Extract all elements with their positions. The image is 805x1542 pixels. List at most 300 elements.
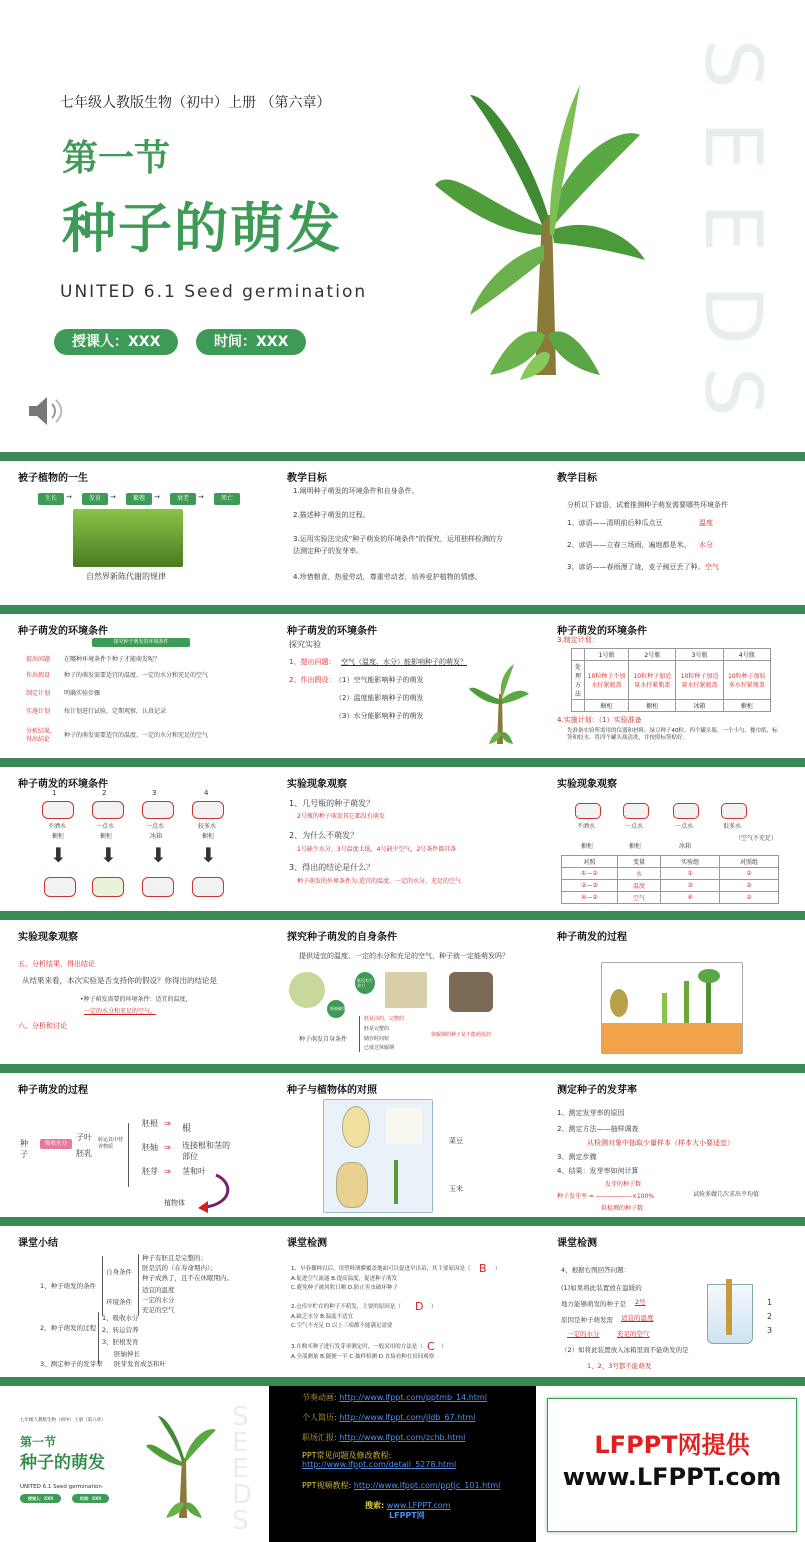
search-name: LFPPT网 [389,1511,425,1520]
intro-text: 提供适宜的温度、一定的水分和充足的空气，种子就一定能萌发吗？ [299,952,509,960]
condition-group: 自身条件 [106,1268,132,1276]
proverb: 3、谚语——春雨漫了垅，麦子豌豆丢了种。 [567,563,705,571]
course-title: 七年级人教版生物（初中）上册（第六章） [20,1418,106,1423]
link-row [302,1480,500,1491]
flow-step: 生长 [38,493,64,505]
table-cell: ① [661,868,720,880]
proverb-answer: 空气 [705,563,719,571]
english-subtitle: UNITED 6.1 Seed germination [20,1484,102,1490]
link-label: PPT常见问题及修改教程: [302,1451,392,1460]
quiz-option: C.空气不充足 D.以上三项都不能满足需要 [291,1323,393,1329]
main-title: 种子的萌发 [20,1453,105,1473]
jar-number: 3 [152,789,157,797]
slide-env-conditions [0,614,266,758]
step-label: 实施计划 [26,708,51,715]
implement-label: 4.实施计划：（1）实验准备 [557,716,642,724]
link-url[interactable]: http://www.lfppt.com/pptjc_101.html [353,1481,501,1490]
process-item: 1、吸收水分 [102,1314,139,1322]
jar-result-icon [192,877,224,897]
step-text: 在哪种环境条件下种子才能萌发呢？ [64,656,161,663]
table-cell: 水 [617,868,661,880]
formula-denominator: 供检测的种子数 [601,1205,644,1212]
condition-item: 已度过休眠期 [364,1045,395,1052]
conclusion: •种子萌发需要的环境条件：适宜的温度， [80,996,192,1003]
flow-step: 死亡 [214,493,240,505]
watermark-letter: E [687,121,777,171]
question: 3、得出的结论是什么？ [289,863,375,872]
embryo-part: 胚芽 [142,1167,158,1176]
slide-quiz-2 [539,1226,805,1377]
answer: 2号瓶的种子萌发其它都没有萌发 [297,813,385,820]
banana-plant-icon [146,1412,218,1518]
seeds-photo [449,972,493,1012]
table-header: 变量 [617,856,661,868]
table-cell: ② [720,868,779,880]
tag-text: 胚被破坏 [330,1006,346,1011]
slide-compare [269,1073,535,1217]
slide-experiment [269,614,535,758]
main-title: 种子的萌发 [62,197,342,260]
table-header: 4号瓶 [723,649,770,661]
slide-title: 课堂小结 [18,1238,58,1249]
result-part: 连接根和茎的部位 [182,1141,230,1161]
slide-process-diagram [0,1073,266,1217]
table-cell: ② [720,892,779,904]
divider [0,911,805,920]
bean-corn-diagram [323,1099,433,1213]
slide-jars [0,767,266,911]
summary-item: 3、测定种子的发芽率 [40,1360,103,1368]
table-cell: ④ [661,892,720,904]
arrow-down-icon: ⬇ [200,843,217,867]
bracket [138,1254,139,1286]
quiz-text: 地方能够萌发的种子是 [561,1300,626,1308]
slide-title: 课堂检测 [287,1238,327,1249]
water-arrow: 吸收水分 [40,1139,72,1149]
condition-label: 种子萌发自身条件 [299,1036,348,1043]
condition-item: 适宜的温度 [142,1286,175,1294]
time-badge: 时间：XXX [72,1494,109,1503]
link-label: 职场汇报: [302,1433,337,1442]
quiz-text: （2）如将此装置放入冰箱里面不能萌发的是 [561,1346,689,1354]
jar-icon [721,803,747,819]
course-title: 七年级人教版生物（初中）上册 （第六章） [60,95,331,111]
embryo-part: 胚根 [142,1119,158,1128]
table-cell: 10粒种子加较多水拧紧瓶盖 [723,661,770,700]
plant-label: 植物体 [164,1199,185,1207]
seed-photo [385,972,427,1008]
quiz-option: A.全部测量 B.随便一半 C.抽样检测 D.直接看种在田间观察 [291,1354,435,1360]
arrow-down-icon: ⬇ [50,843,67,867]
question-label: 1、提出问题： [289,658,336,666]
flow-step: 衰老 [170,493,196,505]
jar-result-icon [92,877,124,897]
english-subtitle: UNITED 6.1 Seed germination [60,282,368,302]
step-text: 按计划进行试验，定期观察，认真记录 [64,708,167,715]
condition: 不洒水 [48,823,67,830]
quiz-answer: 1、2、3号都不能萌发 [587,1362,652,1370]
summary-item: 1、种子萌发的条件 [40,1282,97,1290]
quiz-answer: 2号 [635,1298,646,1306]
condition-item: 胚是活的（在寿命期内）； [142,1264,217,1272]
jar-number: 1 [52,789,57,797]
summary-item: 2、种子萌发的过程 [40,1324,97,1332]
table-header: 2号瓶 [629,649,676,661]
bracket [128,1123,129,1187]
watermark-letter: E [687,203,777,253]
jar-icon [42,801,74,819]
table-cell: 空气 [617,892,661,904]
table-cell: 10粒种子加适量水拧紧瓶盖 [629,661,676,700]
condition-item: 一定的水分 [142,1296,175,1304]
process-item: 胚芽发育成茎和叶 [114,1360,166,1368]
process-item: 2、转运营养 [102,1326,139,1334]
slide-plan [539,614,805,758]
watermark-letter: E [232,1428,249,1458]
search-url[interactable]: www.LFPPT.com [386,1501,451,1510]
place: 冰箱 [679,843,692,850]
link-label: PPT视频教程: [302,1481,352,1490]
watermark-letter: E [232,1454,249,1484]
slide-title: 教学目标 [287,473,327,484]
plant-label: 玉米 [449,1185,463,1193]
table-cell: 10粒种子不加水拧紧瓶盖 [585,661,629,700]
condition-item: 胚是活的，完整的 [364,1016,405,1022]
answer: 种子萌发的外界条件为:适宜的温度、一定的水分、充足的空气 [297,878,462,885]
slide-cover-thumb [0,1386,266,1542]
slide-plant-life [0,461,266,605]
plan-label: 3.制定计划： [557,636,599,644]
link-url[interactable]: http://www.lfppt.com/detail_5278.html [302,1460,457,1469]
divider [0,452,805,461]
paren: ） [495,1266,501,1272]
link-row [302,1460,456,1469]
divider [0,758,805,767]
quiz-question: 2.仓库中贮存的种子不萌发，主要的原因是（ [291,1304,401,1310]
slide-title: 探究种子萌发的自身条件 [287,932,397,943]
table-header: 实验组 [661,856,720,868]
place: 橱柜 [100,833,113,840]
link-url[interactable]: http://www.lfppt.com/jldb_67.html [339,1413,476,1422]
embryo-part: 胚轴 [142,1143,158,1152]
objective-item: 3.运用实验法完成“种子萌发的环境条件”的探究，运用独样检测的方 [293,535,503,543]
time-badge: 时间：XXX [196,329,306,355]
place: （空气不充足） [735,835,778,842]
slide-summary [0,1226,266,1377]
plant-label: 菜豆 [449,1137,463,1145]
quiz-text: 原因是种子萌发需 [561,1316,613,1324]
question: 1、几号瓶的种子萌发？ [289,799,375,808]
process-item: 胚轴伸长 [114,1350,140,1358]
rate-item: 4、结果：发芽率如何计算 [557,1167,639,1175]
seed-photo [289,972,325,1008]
condition: 一点水 [675,823,694,830]
process-illustration [601,962,743,1054]
condition: 一点水 [625,823,644,830]
link-row [302,1412,475,1423]
result-part: 茎和叶 [182,1167,206,1176]
quiz-question: 1、早春播种以后，用塑料薄膜覆盖地面可以促进早出苗，其主要原因是（ [291,1266,471,1272]
table-cell: 橱柜 [585,700,629,712]
hypothesis: （1）空气能影响种子的萌发 [335,676,424,684]
proverb: 1、谚语——清明前后种瓜点豆 [567,519,663,527]
condition-group: 环境条件 [106,1298,132,1306]
search-label: 搜索: [365,1501,385,1510]
objective-item: 4.珍惜粮食，热爱劳动，尊重劳动者，培养爱护植物的情感。 [293,573,482,581]
intro-text: 分析以下谚语，试着推测种子萌发需要哪些环境条件 [567,501,728,509]
table-cell [572,700,585,712]
condition-item: 充足的空气 [142,1306,175,1314]
step-text: 种子的萌发需要适宜的温度、一定的水分和充足的空气 [64,732,209,739]
quiz-question: 3.在购买种子进行发芽率测定时，一般采用的方法是（ [291,1344,423,1350]
step-label: 分析结果， 得出结论 [26,728,57,744]
arrow-icon: → [110,493,116,501]
table-header: 3号瓶 [676,649,723,661]
level-number: 3 [767,1326,773,1335]
result-part: 根 [182,1124,192,1134]
table-cell: ④—② [562,892,618,904]
bracket [98,1312,99,1364]
slide-germination-rate [539,1073,805,1217]
table-cell: ①—② [562,868,618,880]
section-heading: 五、分析结果，得出结论 [18,960,95,968]
nutrient-label: 转运其中营养物质 [98,1137,124,1150]
link-label: 个人简历: [302,1413,337,1422]
variables-table [561,855,779,904]
quiz-answer: D [415,1300,424,1313]
place: 橱柜 [629,843,642,850]
link-row [302,1392,487,1403]
table-cell: ②—③ [562,880,618,892]
table-cell: 橱柜 [629,700,676,712]
slide-objectives-proverbs [539,461,805,605]
rate-item: 2、测定方法——抽样调查 [557,1125,639,1133]
brand-line-1: LFPPT网提供 [594,1431,750,1459]
brand-line-2: www.LFPPT.com [562,1463,782,1491]
bracket [102,1256,103,1316]
table-cell: ③ [661,880,720,892]
watermark-letter: S [232,1402,249,1432]
quiz-option: A.缺乏水分 B.温度不适宜 [291,1314,354,1320]
process-item: 3、胚根发育 [102,1338,139,1346]
seeds-watermark [232,1404,258,1534]
cotyledon-label: 子叶 [76,1133,92,1142]
jar-number: 2 [102,789,107,797]
watermark-letter: S [687,39,777,89]
table-cell: 橱柜 [723,700,770,712]
condition-item: 胚是完整的 [364,1025,390,1032]
link-url[interactable]: http://www.lfppt.com/pptmb_14.html [339,1393,487,1402]
place: 橱柜 [581,843,594,850]
level-number: 1 [767,1298,773,1307]
place: 冰箱 [150,833,163,840]
slide-conclusion [0,920,266,1064]
slide-title: 种子萌发的环境条件 [557,626,647,637]
tag-text: 胚没有生命力 [357,978,373,989]
formula-numerator: 发芽的种子数 [605,1181,642,1188]
arrow-down-icon: ⬇ [100,843,117,867]
arrow-icon: ⇒ [164,1119,171,1128]
quiz-option: C.避免种子被风吹日晒 D.防止害虫破坏种子 [291,1285,398,1291]
jar-icon [142,801,174,819]
section-header: 探究种子萌发的环境条件 [92,638,190,647]
condition: 一点水 [96,823,115,830]
objective-item: 法测定种子的发芽率。 [293,547,363,555]
jar-icon [92,801,124,819]
arrow-down-icon: ⬇ [150,843,167,867]
note: 休眠期的种子是不能萌发的 [431,1032,492,1038]
step-label: 提出问题 [26,656,51,663]
section-title: 第一节 [62,138,171,179]
teacher-badge: 授课人：XXX [20,1494,61,1503]
table-cell: 冰箱 [676,700,723,712]
divider [0,1377,805,1386]
seed-label: 种子 [20,1139,28,1159]
link-label: 节奏动画: [302,1393,337,1402]
paren: ） [431,1304,437,1310]
arrow-icon: → [66,493,72,501]
link-url[interactable]: http://www.lfppt.com/zchb.html [339,1433,466,1442]
quiz-option: A.促进空气流通 B.提高温度，促进种子萌发 [291,1276,398,1282]
table-header: 对照 [562,856,618,868]
slide-title: 测定种子的发芽率 [557,1085,637,1096]
answer: 1号缺少水分，3号温度太低，4号缺少空气，2号条件都具备 [297,846,457,853]
row-label: 处理方法 [572,661,585,700]
hypothesis: （3）水分能影响种子的萌发 [335,712,424,720]
condition: 一点水 [146,823,165,830]
table-cell: 10粒种子加适量水拧紧瓶盖 [676,661,723,700]
quiz-answer: 一定的水分 [567,1330,600,1338]
note: 试验多做几次求出平均值 [693,1191,760,1198]
jar-icon [673,803,699,819]
divider [0,1217,805,1226]
watermark-letter: S [687,367,777,417]
subtitle: 探究实验 [289,640,321,649]
jar-result-icon [142,877,174,897]
objective-item: 2.描述种子萌发的过程。 [293,511,370,519]
slide-title: 教学目标 [557,473,597,484]
table-cell: ② [720,880,779,892]
proverb: 2、谚语——立春三场雨，遍地都是米。 [567,541,691,549]
watermark-letter: D [687,285,777,346]
brand-slide [537,1386,805,1542]
banana-plant-illustration [430,85,650,385]
link-row [302,1432,465,1443]
question-text: 空气（温度、水分）能影响种子的萌发？ [341,658,467,666]
slide-self-conditions [269,920,535,1064]
condition-item: 种子有胚且是完整的； [142,1254,207,1262]
plan-table [571,648,771,712]
arrow-icon: → [198,493,204,501]
slide-title: 种子萌发的环境条件 [287,626,377,637]
condition: 较多水 [198,823,217,830]
formula: 种子发芽率 = ——————×100% [557,1193,655,1200]
arrow-icon: ⇒ [164,1143,171,1152]
rate-item: 3、测定步骤 [557,1153,597,1161]
quiz-answer: 充足的空气 [617,1330,650,1338]
condition: 不洒水 [577,823,596,830]
slide-objectives [269,461,535,605]
place: 橱柜 [202,833,215,840]
slide-title: 种子萌发的过程 [557,932,627,943]
slide-title: 种子与植物体的对照 [287,1085,377,1096]
quiz-question: 4、根据右图回答问题： [561,1266,631,1274]
slide-process [539,920,805,1064]
table-header: 1号瓶 [585,649,629,661]
question: 2、为什么不萌发？ [289,831,359,840]
brand-frame [547,1398,797,1532]
seedling-photo [73,509,183,567]
arrow-icon: ⇒ [164,1167,171,1176]
implement-desc: 先准备实验所需用的仪器和材料。绿豆种子40粒、四个罐头瓶、一个小勺、餐巾纸、标签和胶水。将四个罐头瓶清洗，并按照标签贴好。 [567,728,778,742]
table-cell: 温度 [617,880,661,892]
quiz-answer: C [427,1340,435,1353]
bracket [138,1286,139,1316]
plant-icon [469,664,529,744]
table-cell [572,649,585,661]
rate-item: 从检测对象中抽取少量样本（样本大小要适宜） [587,1139,734,1147]
watermark-letter: S [232,1506,249,1536]
hypothesis-label: 2、作出假设： [289,676,336,684]
slide-title: 种子萌发的过程 [18,1085,88,1096]
flow-step: 发育 [82,493,108,505]
quiz-answer: 适宜的温度 [621,1314,654,1322]
level-number: 2 [767,1312,773,1321]
question: 从结果来看，本次实验是否支持你的假设？你得出的结论是 [22,976,217,985]
condition: 很多水 [723,823,742,830]
paren: ） [441,1344,447,1350]
proverb-answer: 温度 [699,519,713,527]
step-label: 作出假设 [26,672,51,679]
teacher-badge: 授课人：XXX [54,329,178,355]
jar-result-icon [44,877,76,897]
table-header: 对照组 [720,856,779,868]
beaker-illustration [707,1284,753,1344]
slide-title: 实验现象观察 [18,932,78,943]
step-label: 制定计划 [26,690,51,697]
slide-observation [269,767,535,911]
speaker-icon[interactable] [26,394,66,428]
slide-quiz [269,1226,535,1377]
jar-number: 4 [204,789,209,797]
conclusion: 一定的水分和充足的空气。 [84,1008,157,1015]
rate-item: 1、测定发芽率的原因 [557,1109,625,1117]
condition-item: 种子成熟了，且不在休眠期内。 [142,1274,233,1282]
watermark-letter: D [232,1480,253,1510]
section-title: 第一节 [20,1435,57,1449]
hypothesis: （2）温度能影响种子的萌发 [335,694,424,702]
flow-step: 繁殖 [126,493,152,505]
arrow-icon: → [154,493,160,501]
condition-list [359,1016,404,1052]
condition-item: 储存时间短 [364,1035,390,1042]
proverb-answer: 水分 [699,541,713,549]
divider [0,1064,805,1073]
curved-arrow-icon [186,1173,236,1213]
step-text: 种子的萌发需要适宜的温度、一定的水分和充足的空气 [64,672,209,679]
step-text: 明确实验步骤 [64,690,101,697]
slide-title: 实验现象观察 [557,779,617,790]
place: 橱柜 [52,833,65,840]
jar-icon [192,801,224,819]
slide-title: 被子植物的一生 [18,473,88,484]
quiz-answer: B [479,1262,487,1275]
slide-title: 实验现象观察 [287,779,347,790]
endosperm-label: 胚乳 [76,1149,92,1158]
links-slide [269,1386,536,1542]
cover-slide [0,0,805,452]
slide-title: 种子萌发的环境条件 [18,626,108,637]
